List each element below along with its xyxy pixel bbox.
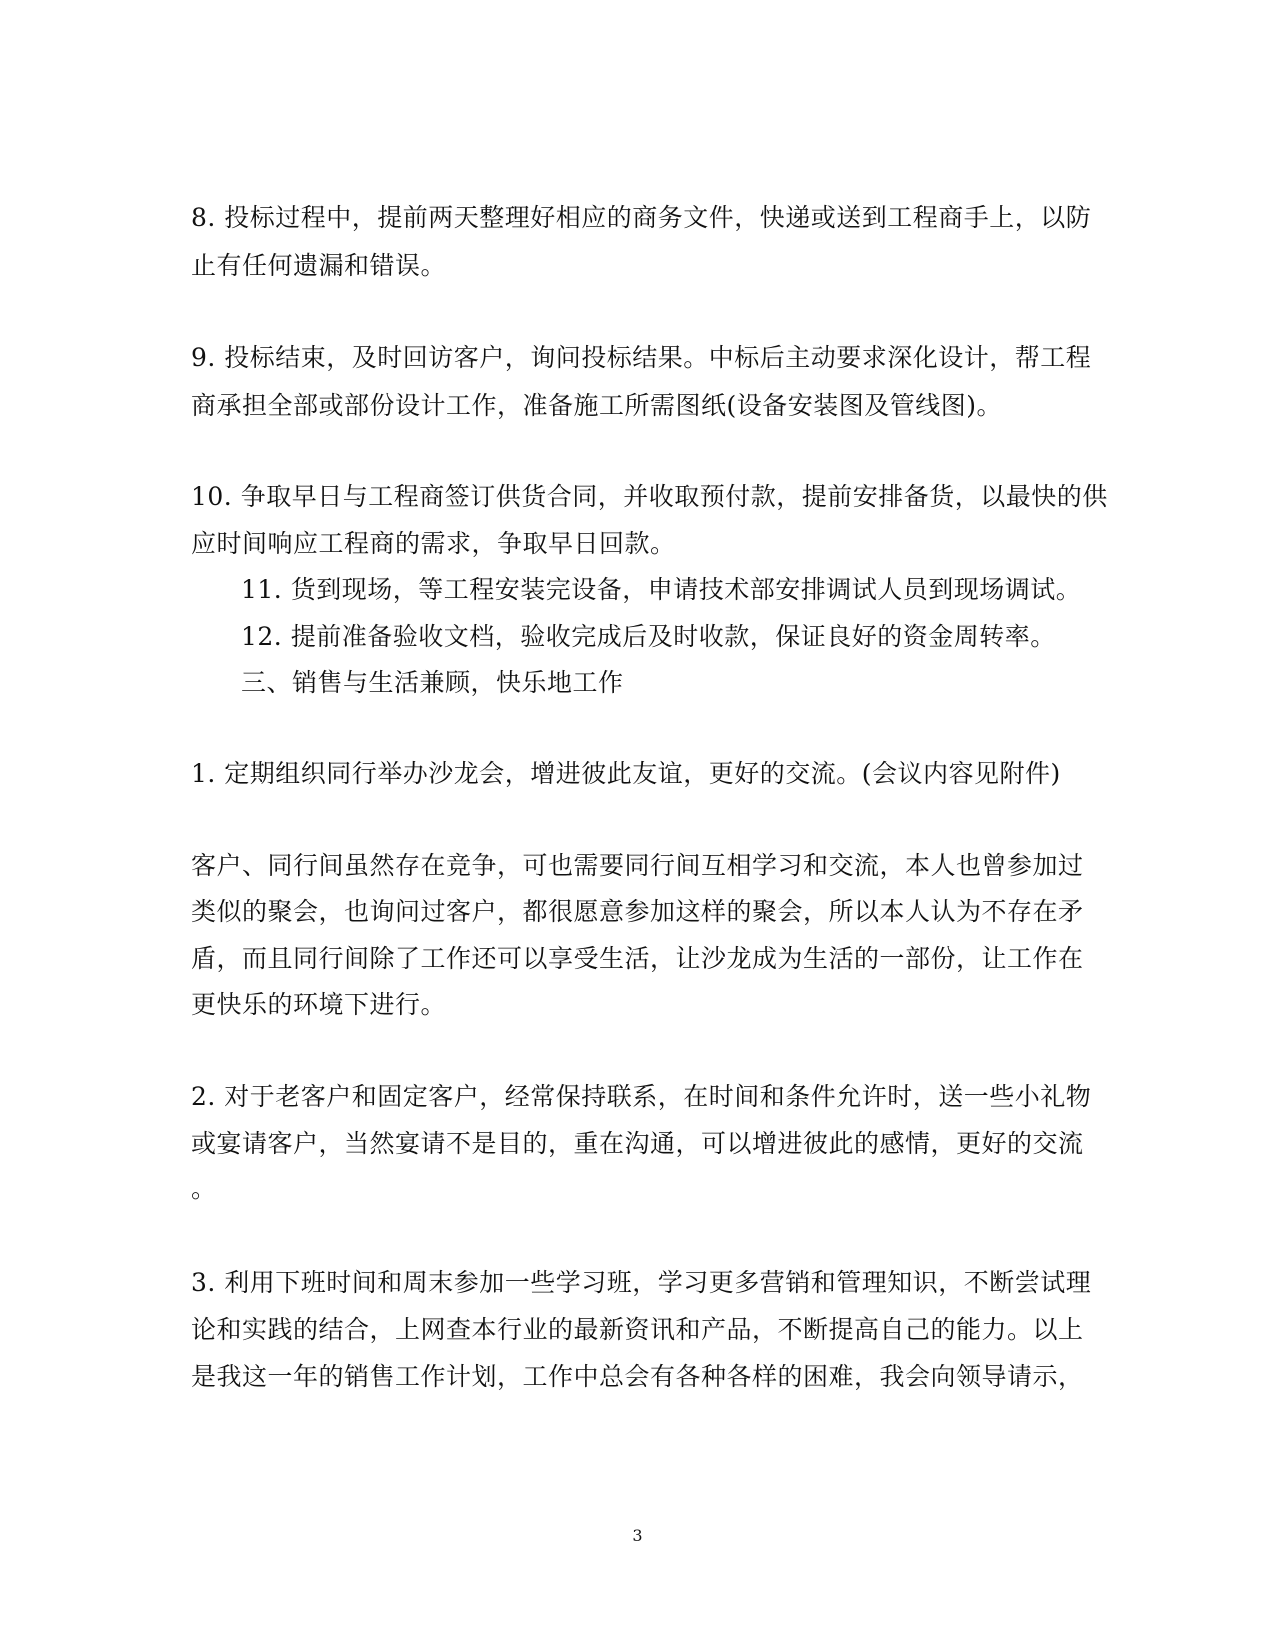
paragraph-line: 或宴请客户，当然宴请不是目的，重在沟通，可以增进彼此的感情，更好的交流: [191, 1129, 1084, 1158]
paragraph-line: 更快乐的环境下进行。: [191, 990, 447, 1019]
paragraph-line: 应时间响应工程商的需求，争取早日回款。: [191, 529, 676, 558]
paragraph-line: 12. 提前准备验收文档，验收完成后及时收款，保证良好的资金周转率。: [241, 622, 1056, 651]
paragraph-line: 11. 货到现场，等工程安装完设备，申请技术部安排调试人员到现场调试。: [241, 575, 1082, 604]
paragraph-line: 是我这一年的销售工作计划，工作中总会有各种各样的困难，我会向领导请示，: [191, 1362, 1084, 1391]
paragraph-line: 9. 投标结束，及时回访客户，询问投标结果。中标后主动要求深化设计，帮工程: [191, 343, 1092, 372]
paragraph-line: 盾，而且同行间除了工作还可以享受生活，让沙龙成为生活的一部份，让工作在: [191, 944, 1084, 973]
page-number: 3: [632, 1526, 643, 1545]
section-heading: 三、销售与生活兼顾，快乐地工作: [241, 668, 624, 697]
paragraph-line: 8. 投标过程中，提前两天整理好相应的商务文件，快递或送到工程商手上，以防: [191, 203, 1092, 232]
paragraph-line: 10. 争取早日与工程商签订供货合同，并收取预付款，提前安排备货，以最快的供: [191, 482, 1108, 511]
paragraph-line: 客户、同行间虽然存在竞争，可也需要同行间互相学习和交流，本人也曾参加过: [191, 851, 1084, 880]
paragraph-line: 商承担全部或部份设计工作，准备施工所需图纸(设备安装图及管线图)。: [191, 391, 1003, 420]
paragraph-line: 1. 定期组织同行举办沙龙会，增进彼此友谊，更好的交流。(会议内容见附件): [191, 759, 1061, 788]
paragraph-line: 论和实践的结合，上网查本行业的最新资讯和产品，不断提高自己的能力。以上: [191, 1315, 1084, 1344]
paragraph-line: 2. 对于老客户和固定客户，经常保持联系，在时间和条件允许时，送一些小礼物: [191, 1082, 1092, 1111]
paragraph-line: 。: [191, 1174, 217, 1203]
paragraph-line: 3. 利用下班时间和周末参加一些学习班，学习更多营销和管理知识，不断尝试理: [191, 1268, 1092, 1297]
paragraph-line: 止有任何遗漏和错误。: [191, 251, 447, 280]
paragraph-line: 类似的聚会，也询问过客户，都很愿意参加这样的聚会，所以本人认为不存在矛: [191, 897, 1084, 926]
